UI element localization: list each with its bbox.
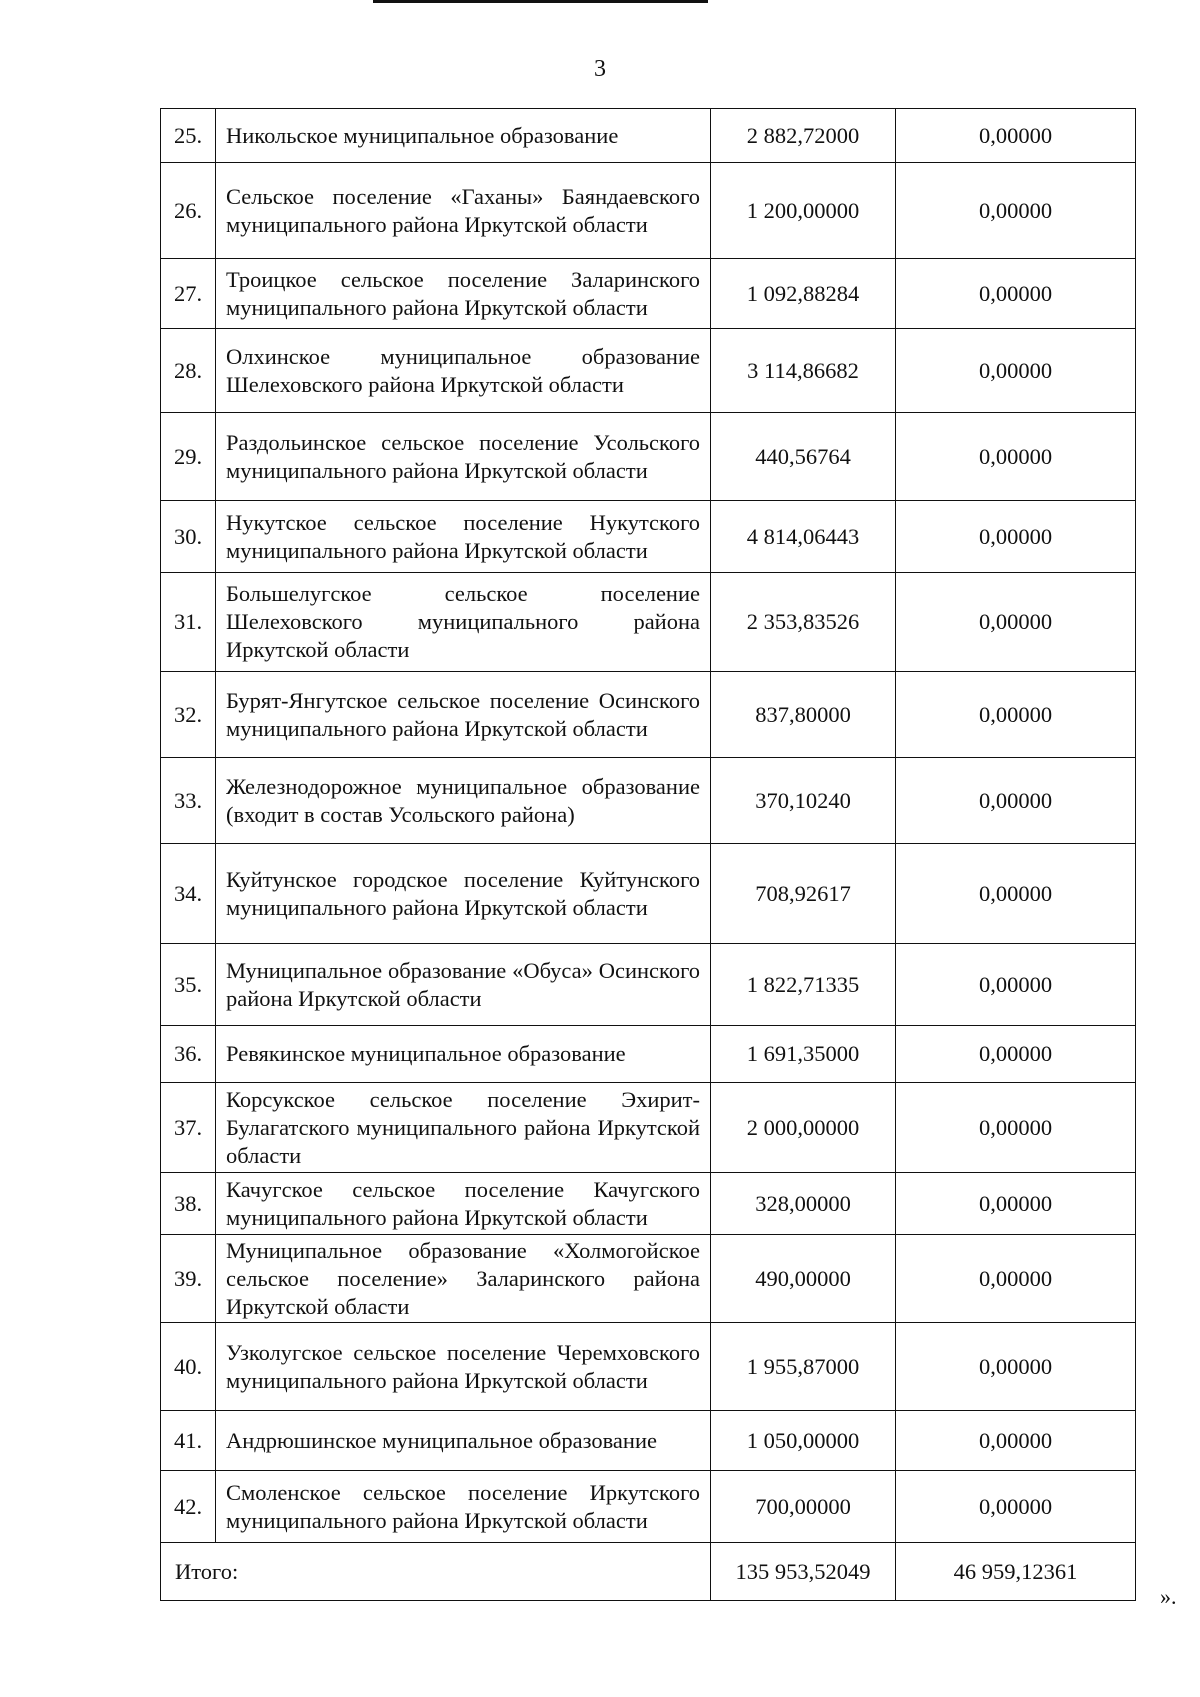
municipality-name: Троицкое сельское поселение Заларинского муниципального района Иркутской области [216,259,711,329]
row-number: 41. [161,1411,216,1471]
row-number: 42. [161,1471,216,1543]
table-row [161,1323,1136,1411]
table-row [161,944,1136,1026]
amount-value: 700,00000 [711,1471,896,1543]
secondary-amount-value: 0,00000 [896,1323,1136,1411]
secondary-amount-value: 0,00000 [896,1235,1136,1323]
amount-value: 708,92617 [711,844,896,944]
table-row [161,1235,1136,1323]
row-number: 27. [161,259,216,329]
municipality-name: Куйтунское городское поселение Куйтунского муниципального района Иркутской области [216,844,711,944]
row-number: 37. [161,1083,216,1173]
table-row [161,329,1136,413]
secondary-amount-value: 0,00000 [896,844,1136,944]
municipality-name: Бурят-Янгутское сельское поселение Осинского муниципального района Иркутской области [216,672,711,758]
municipality-name: Узколугское сельское поселение Черемховского муниципального района Иркутской области [216,1323,711,1411]
row-number: 25. [161,109,216,163]
table-row [161,672,1136,758]
amount-value: 2 000,00000 [711,1083,896,1173]
row-number: 26. [161,163,216,259]
amount-value: 440,56764 [711,413,896,501]
amount-value: 1 955,87000 [711,1323,896,1411]
secondary-amount-value: 0,00000 [896,758,1136,844]
secondary-amount-value: 0,00000 [896,501,1136,573]
secondary-amount-value: 0,00000 [896,1411,1136,1471]
amount-value: 370,10240 [711,758,896,844]
secondary-amount-value: 0,00000 [896,1471,1136,1543]
secondary-amount-value: 0,00000 [896,163,1136,259]
amount-value: 1 200,00000 [711,163,896,259]
closing-quote-mark: ». [1160,1584,1177,1609]
table-row [161,501,1136,573]
municipality-name: Нукутское сельское поселение Нукутского муниципального района Иркутской области [216,501,711,573]
allocation-table [160,108,1136,1601]
municipality-name: Смоленское сельское поселение Иркутского муниципального района Иркутской области [216,1471,711,1543]
amount-value: 2 882,72000 [711,109,896,163]
amount-value: 1 092,88284 [711,259,896,329]
amount-value: 3 114,86682 [711,329,896,413]
municipality-name: Раздольинское сельское поселение Усольского муниципального района Иркутской области [216,413,711,501]
table-row [161,1471,1136,1543]
municipality-name: Андрюшинское муниципальное образование [216,1411,711,1471]
table-row [161,109,1136,163]
table-row [161,758,1136,844]
amount-value: 2 353,83526 [711,573,896,672]
page-number: 3 [594,56,606,82]
secondary-amount-value: 0,00000 [896,413,1136,501]
municipality-name: Сельское поселение «Гаханы» Баяндаевского муниципального района Иркутской области [216,163,711,259]
amount-value: 1 050,00000 [711,1411,896,1471]
total-label: Итого: [161,1543,711,1601]
row-number: 32. [161,672,216,758]
secondary-amount-value: 0,00000 [896,1026,1136,1083]
municipality-name: Железнодорожное муниципальное образование (входит в состав Усольского района) [216,758,711,844]
row-number: 28. [161,329,216,413]
municipality-name: Ревякинское муниципальное образование [216,1026,711,1083]
table-row [161,259,1136,329]
municipality-name: Муниципальное образование «Обуса» Осинского района Иркутской области [216,944,711,1026]
row-number: 34. [161,844,216,944]
amount-value: 4 814,06443 [711,501,896,573]
row-number: 31. [161,573,216,672]
table-row [161,1411,1136,1471]
municipality-name: Муниципальное образование «Холмогойское сельское поселение» Заларинского района Иркутской области [216,1235,711,1323]
secondary-amount-value: 0,00000 [896,1083,1136,1173]
amount-value: 1 822,71335 [711,944,896,1026]
amount-value: 328,00000 [711,1173,896,1235]
amount-value: 1 691,35000 [711,1026,896,1083]
municipality-name: Качугское сельское поселение Качугского муниципального района Иркутской области [216,1173,711,1235]
table-row [161,1083,1136,1173]
secondary-amount-value: 0,00000 [896,573,1136,672]
total-secondary-amount-value: 46 959,12361 [896,1543,1136,1601]
amount-value: 837,80000 [711,672,896,758]
row-number: 39. [161,1235,216,1323]
municipality-name: Никольское муниципальное образование [216,109,711,163]
total-amount-value: 135 953,52049 [711,1543,896,1601]
row-number: 30. [161,501,216,573]
table-row [161,573,1136,672]
secondary-amount-value: 0,00000 [896,672,1136,758]
municipality-name: Корсукское сельское поселение Эхирит-Булагатского муниципального района Иркутской области [216,1083,711,1173]
row-number: 38. [161,1173,216,1235]
table-row [161,163,1136,259]
secondary-amount-value: 0,00000 [896,1173,1136,1235]
table-row [161,413,1136,501]
table-row [161,844,1136,944]
amount-value: 490,00000 [711,1235,896,1323]
secondary-amount-value: 0,00000 [896,109,1136,163]
row-number: 40. [161,1323,216,1411]
row-number: 35. [161,944,216,1026]
municipality-name: Олхинское муниципальное образование Шелеховского района Иркутской области [216,329,711,413]
table-row [161,1026,1136,1083]
municipality-name: Большелугское сельское поселение Шелеховского муниципального района Иркутской области [216,573,711,672]
top-rule [373,0,708,3]
row-number: 29. [161,413,216,501]
row-number: 33. [161,758,216,844]
table-row [161,1173,1136,1235]
secondary-amount-value: 0,00000 [896,329,1136,413]
total-row [161,1543,1136,1601]
secondary-amount-value: 0,00000 [896,259,1136,329]
secondary-amount-value: 0,00000 [896,944,1136,1026]
row-number: 36. [161,1026,216,1083]
